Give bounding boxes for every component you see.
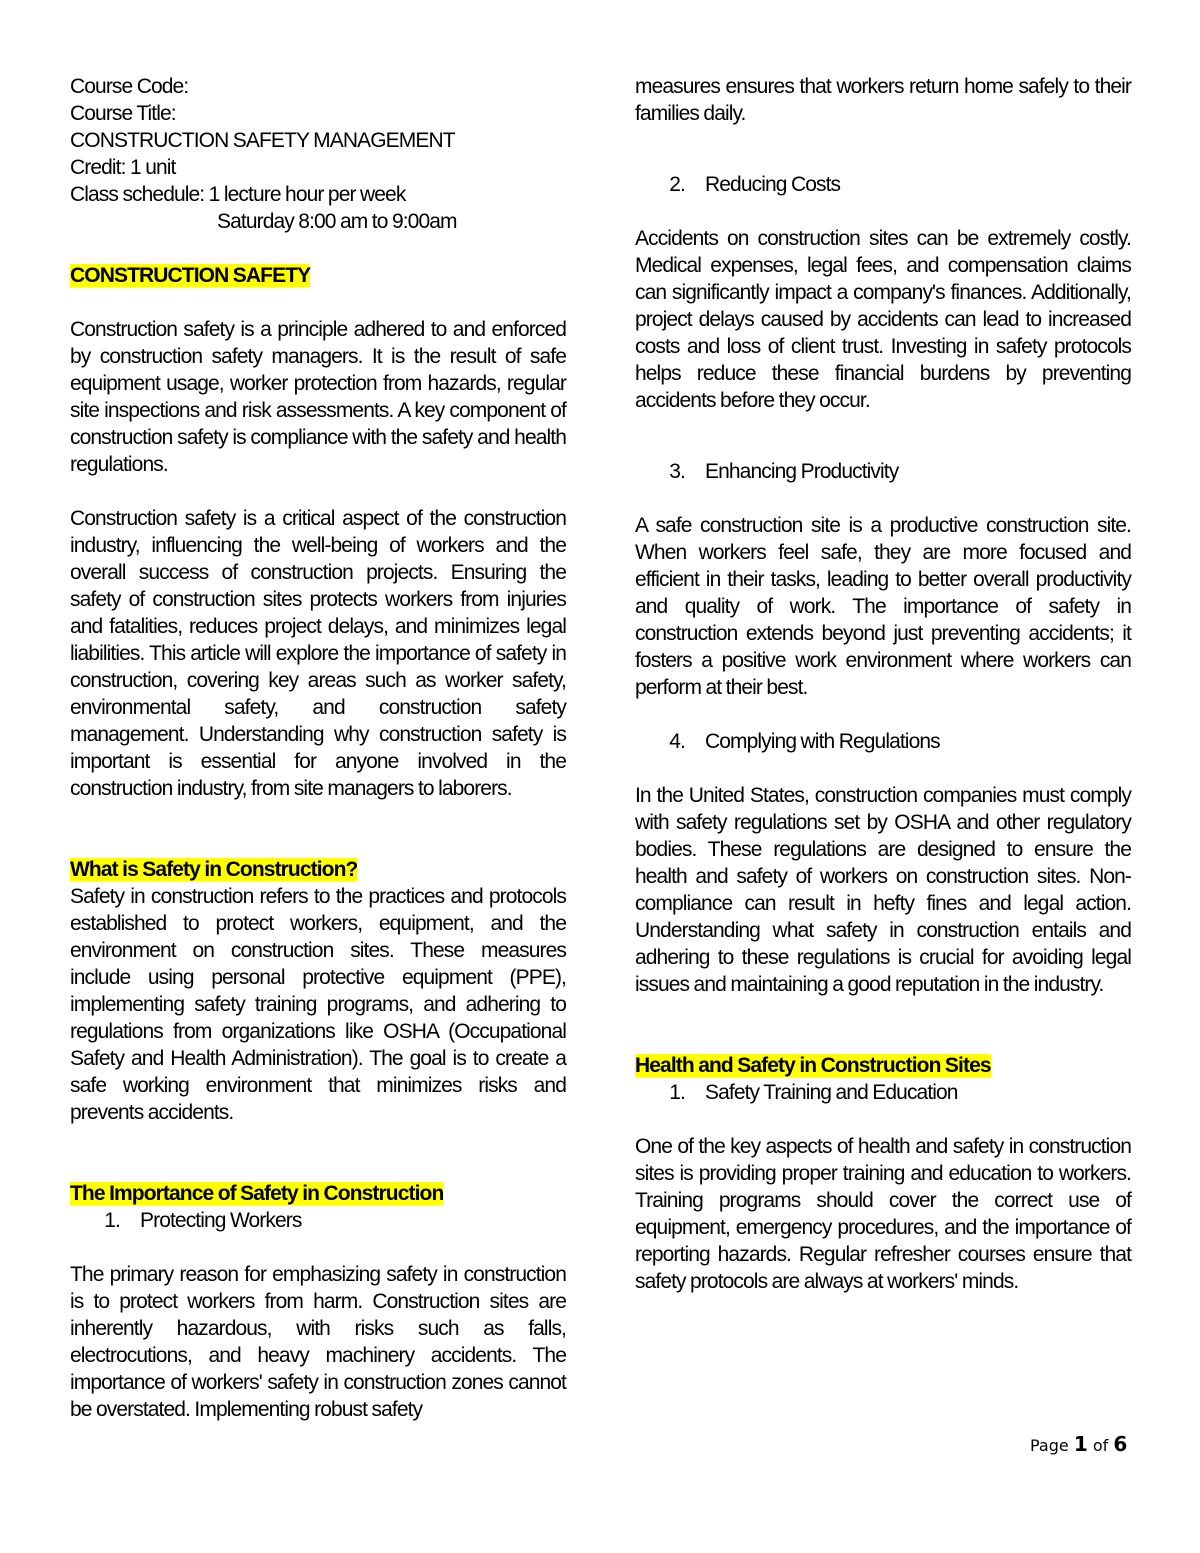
importance-item-2-heading: Reducing Costs [705,173,841,196]
importance-item-3-number: 3. [669,460,685,483]
health-safety-item-1-body: One of the key aspects of health and safety in construction sites is providing proper training and education to workers. Training programs should cover the correct use of equipment, emergency procedures, and the importance of reporting hazards. Regular refresher courses ensure that safety protocols are always at workers' minds. [635,1135,1131,1293]
course-name: CONSTRUCTION SAFETY MANAGEMENT [70,129,455,152]
importance-item-2-number: 2. [669,173,685,196]
of-label: of [1092,1436,1109,1455]
course-code: Course Code: [70,75,189,98]
class-schedule: Class schedule: 1 lecture hour per week [70,183,406,206]
importance-item-1-heading: Protecting Workers [140,1209,302,1232]
importance-item-1-body-continued: measures ensures that workers return home safely to their families daily. [635,75,1131,125]
page-current: 1 [1073,1432,1088,1456]
importance-item-1-number: 1. [104,1209,120,1232]
page-total: 6 [1113,1432,1128,1456]
importance-heading [70,1180,566,1207]
health-safety-item-1 [635,1079,1131,1106]
importance-item-2 [635,171,1131,198]
course-title: Course Title: [70,102,176,125]
health-safety-item-1-number: 1. [669,1081,685,1104]
importance-item-4 [635,728,1131,755]
importance-title: The Importance of Safety in Construction [70,1182,444,1205]
construction-safety-heading [70,262,566,289]
health-safety-item-1-heading: Safety Training and Education [705,1081,958,1104]
importance-item-3-heading: Enhancing Productivity [705,460,899,483]
importance-item-4-heading: Complying with Regulations [705,730,940,753]
course-credit: Credit: 1 unit [70,156,176,179]
importance-item-3-body: A safe construction site is a productive construction site. When workers feel safe, they are more focused and efficient in their tasks, leading to better overall productivity and quality of work. The importance of safety in construction extends beyond just preventing accidents; it fosters a positive work environment where workers can perform at their best. [635,514,1131,699]
importance-item-1 [70,1207,566,1234]
left-column [70,73,566,1423]
what-is-safety-paragraph: Safety in construction refers to the practices and protocols established to protect workers, equipment, and the environment on construction sites. These measures include using personal protective equipment (PPE), implementing safety training programs, and adhering to regulations from organizations like OSHA (Occupational Safety and Health Administration). The goal is to create a safe working environment that minimizes risks and prevents accidents. [70,885,566,1124]
right-column [635,73,1131,1295]
page-label: Page [1030,1436,1069,1455]
importance-item-4-number: 4. [669,730,685,753]
health-safety-heading [635,1052,1131,1079]
construction-safety-title: CONSTRUCTION SAFETY [70,264,311,287]
what-is-safety-title: What is Safety in Construction? [70,858,358,881]
construction-safety-paragraph-2: Construction safety is a critical aspect of the construction industry, influencing the well-being of workers and the overall success of construction projects. Ensuring the safety of construction sites protects workers from injuries and fatalities, reduces project delays, and minimizes legal liabilities. This article will explore the importance of safety in construction, covering key areas such as worker safety, environmental safety, and construction safety management. Understanding why construction safety is important is essential for anyone involved in the construction industry, from site managers to laborers. [70,507,566,800]
page-number-footer [1030,1432,1127,1456]
what-is-safety-heading [70,856,566,883]
construction-safety-paragraph-1: Construction safety is a principle adhered to and enforced by construction safety managers. It is the result of safe equipment usage, worker protection from hazards, regular site inspections and risk assessments. A key component of construction safety is compliance with the safety and health regulations. [70,318,566,476]
importance-item-1-body: The primary reason for emphasizing safety in construction is to protect workers from harm. Construction sites are inherently hazardous, with risks such as falls, electrocutions, and heavy machinery accidents. The importance of workers' safety in construction zones cannot be overstated. Implementing robust safety [70,1263,566,1421]
importance-item-4-body: In the United States, construction companies must comply with safety regulations set by OSHA and other regulatory bodies. These regulations are designed to ensure the health and safety of workers on construction sites. Non-compliance can result in hefty fines and legal action. Understanding what safety in construction entails and adhering to these regulations is crucial for avoiding legal issues and maintaining a good reputation in the industry. [635,784,1131,996]
importance-item-2-body: Accidents on construction sites can be extremely costly. Medical expenses, legal fees, and compensation claims can significantly impact a company's finances. Additionally, project delays caused by accidents can lead to increased costs and loss of client trust. Investing in safety protocols helps reduce these financial burdens by preventing accidents before they occur. [635,227,1131,412]
health-safety-title: Health and Safety in Construction Sites [635,1054,991,1077]
class-schedule-time: Saturday 8:00 am to 9:00am [217,210,457,233]
importance-item-3 [635,458,1131,485]
